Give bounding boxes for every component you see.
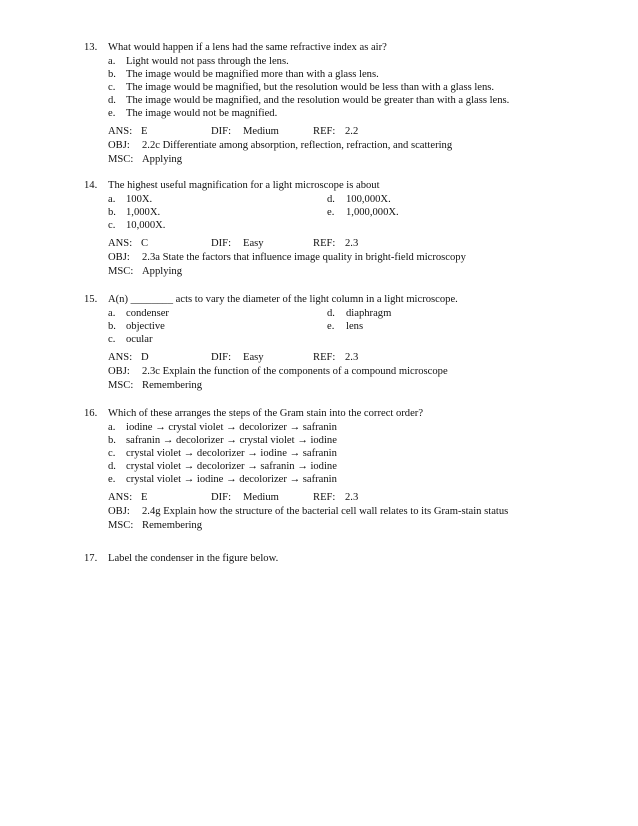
msc-label: MSC:	[108, 520, 134, 531]
difficulty-value: Medium	[243, 126, 279, 137]
option-text: objective	[126, 321, 165, 332]
option-text: The image would be magnified, but the resolution would be less than with a glass lens.	[126, 82, 495, 93]
option-text: crystal violet → iodine → decolorizer → safranin	[126, 474, 337, 485]
option-text: condenser	[126, 308, 169, 319]
msc-label: MSC:	[108, 266, 134, 277]
objective-value: 2.2c Differentiate among absorption, reflection, refraction, and scattering	[142, 140, 453, 151]
reference-value: 2.2	[345, 126, 359, 137]
option-letter: a.	[108, 56, 116, 67]
reference-label: REF:	[313, 238, 336, 249]
option-text: The image would be magnified more than with a glass lens.	[126, 69, 379, 80]
option-text: 100X.	[126, 194, 153, 205]
question-text: What would happen if a lens had the same refractive index as air?	[108, 42, 387, 53]
msc-label: MSC:	[108, 380, 134, 391]
question-text: Label the condenser in the figure below.	[108, 553, 279, 564]
option-letter: a.	[108, 422, 116, 433]
option-letter: a.	[108, 194, 116, 205]
answer-label: ANS:	[108, 238, 133, 249]
objective-value: 2.4g Explain how the structure of the bacterial cell wall relates to its Gram-stain status	[142, 506, 509, 517]
msc-value: Applying	[142, 266, 183, 277]
option-text: 100,000X.	[346, 194, 391, 205]
option-text: crystal violet → decolorizer → iodine → safranin	[126, 448, 337, 459]
question-number: 13.	[84, 42, 98, 53]
msc-value: Remembering	[142, 520, 203, 531]
option-letter: d.	[108, 95, 116, 106]
answer-label: ANS:	[108, 492, 133, 503]
reference-label: REF:	[313, 492, 336, 503]
msc-label: MSC:	[108, 154, 134, 165]
reference-label: REF:	[313, 352, 336, 363]
option-text: The image would not be magnified.	[126, 108, 278, 119]
question-text: Which of these arranges the steps of the Gram stain into the correct order?	[108, 408, 424, 419]
option-letter: b.	[108, 435, 116, 446]
difficulty-label: DIF:	[211, 126, 232, 137]
question-number: 15.	[84, 294, 98, 305]
option-text: The image would be magnified, and the resolution would be greater than with a glass lens.	[126, 95, 510, 106]
option-text: safranin → decolorizer → crystal violet → iodine	[126, 435, 337, 446]
option-letter: c.	[108, 220, 116, 231]
difficulty-label: DIF:	[211, 492, 232, 503]
answer-value: E	[141, 492, 148, 503]
option-letter: c.	[108, 82, 116, 93]
objective-label: OBJ:	[108, 366, 130, 377]
difficulty-value: Medium	[243, 492, 279, 503]
option-text: iodine → crystal violet → decolorizer → safranin	[126, 422, 337, 433]
answer-value: D	[141, 352, 149, 363]
option-letter: e.	[327, 207, 335, 218]
question-text: The highest useful magnification for a light microscope is about	[108, 180, 380, 191]
answer-value: E	[141, 126, 148, 137]
question-number: 14.	[84, 180, 98, 191]
option-letter: c.	[108, 334, 116, 345]
option-letter: d.	[108, 461, 116, 472]
difficulty-value: Easy	[243, 238, 264, 249]
option-letter: d.	[327, 194, 335, 205]
option-letter: b.	[108, 321, 116, 332]
question-text: A(n) ________ acts to vary the diameter of the light column in a light microscope.	[108, 294, 458, 305]
option-text: 10,000X.	[126, 220, 166, 231]
option-text: 1,000X.	[126, 207, 161, 218]
option-text: lens	[346, 321, 364, 332]
option-letter: a.	[108, 308, 116, 319]
option-letter: b.	[108, 207, 116, 218]
option-letter: d.	[327, 308, 335, 319]
msc-value: Applying	[142, 154, 183, 165]
difficulty-label: DIF:	[211, 238, 232, 249]
answer-value: C	[141, 238, 149, 249]
question-number: 16.	[84, 408, 98, 419]
answer-label: ANS:	[108, 352, 133, 363]
option-text: 1,000,000X.	[346, 207, 399, 218]
objective-value: 2.3c Explain the function of the components of a compound microscope	[142, 366, 448, 377]
question-number: 17.	[84, 553, 98, 564]
answer-label: ANS:	[108, 126, 133, 137]
objective-label: OBJ:	[108, 506, 130, 517]
option-letter: e.	[327, 321, 335, 332]
difficulty-value: Easy	[243, 352, 264, 363]
difficulty-label: DIF:	[211, 352, 232, 363]
reference-value: 2.3	[345, 352, 359, 363]
option-letter: c.	[108, 448, 116, 459]
reference-label: REF:	[313, 126, 336, 137]
option-text: Light would not pass through the lens.	[126, 56, 289, 67]
objective-label: OBJ:	[108, 252, 130, 263]
option-text: crystal violet → decolorizer → safranin → iodine	[126, 461, 337, 472]
option-letter: e.	[108, 108, 116, 119]
option-text: diaphragm	[346, 308, 392, 319]
objective-label: OBJ:	[108, 140, 130, 151]
objective-value: 2.3a State the factors that influence image quality in bright-field microscopy	[142, 252, 466, 263]
option-text: ocular	[126, 334, 153, 345]
option-letter: e.	[108, 474, 116, 485]
reference-value: 2.3	[345, 238, 359, 249]
msc-value: Remembering	[142, 380, 203, 391]
option-letter: b.	[108, 69, 116, 80]
reference-value: 2.3	[345, 492, 359, 503]
